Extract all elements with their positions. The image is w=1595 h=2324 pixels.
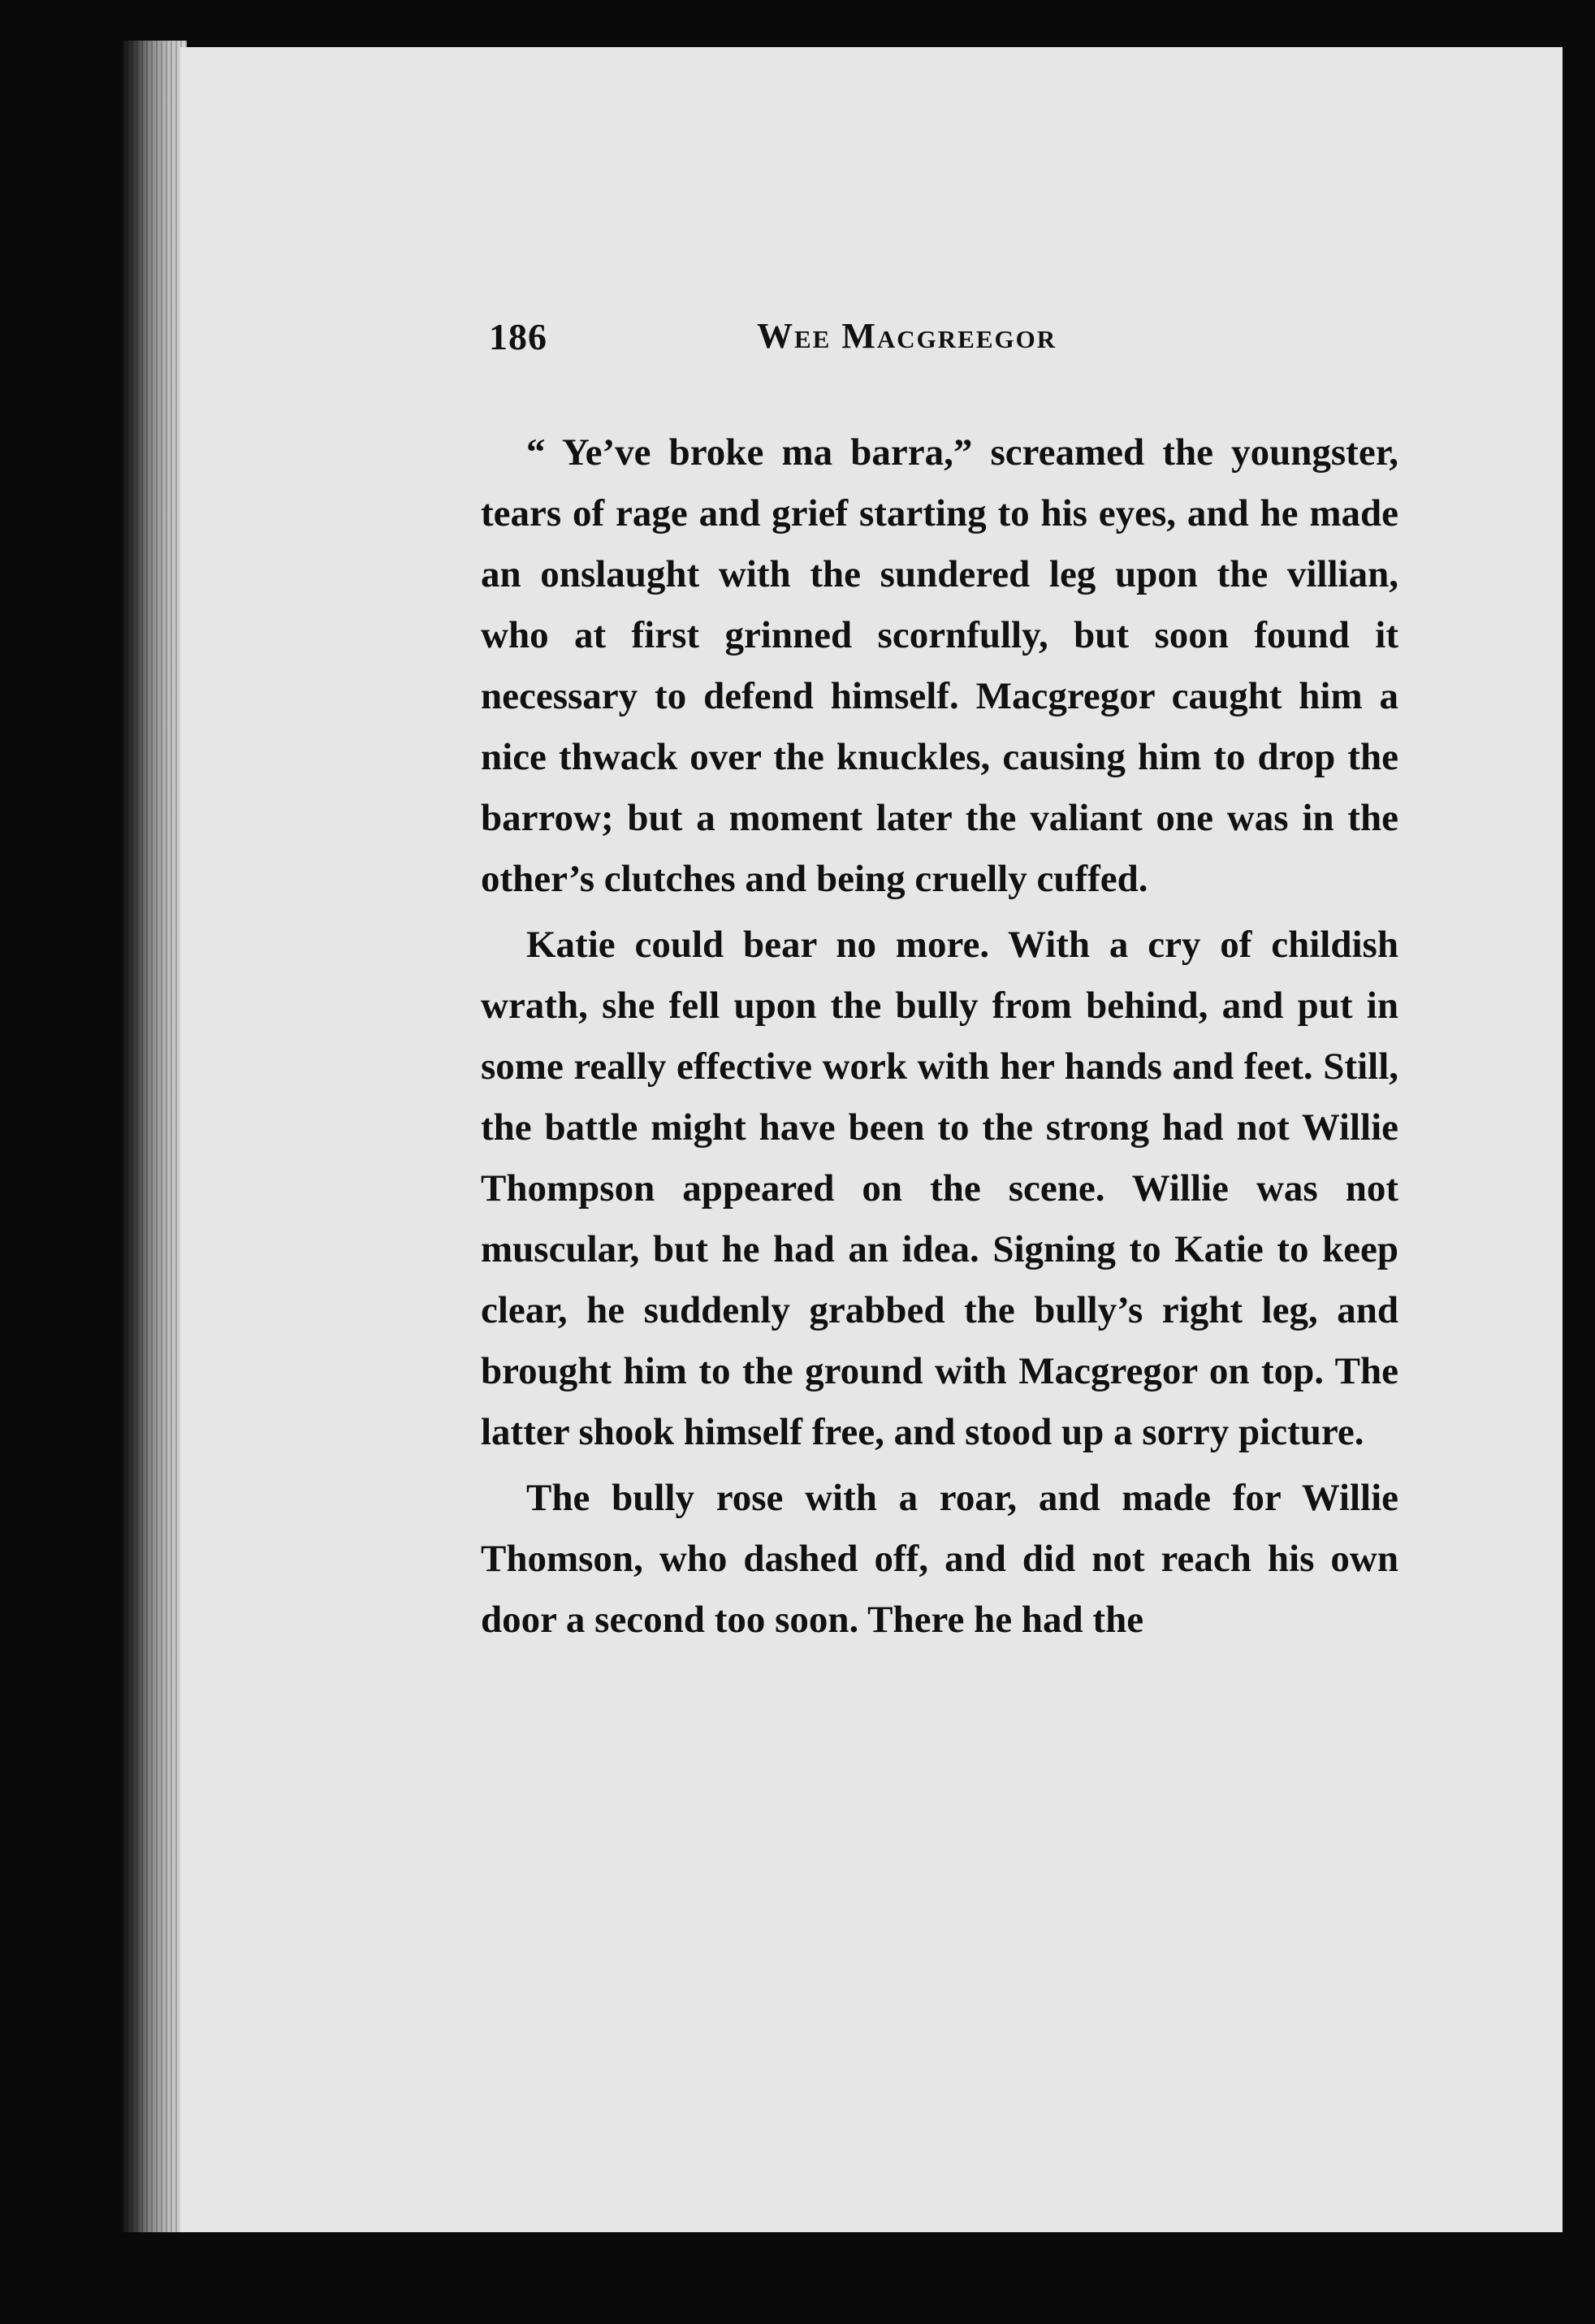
page-number: 186 — [489, 316, 547, 357]
page-edge-right — [1563, 65, 1595, 2274]
body-text — [481, 422, 1398, 1655]
paragraph: Katie could bear no more. With a cry of childish wrath, she fell upon the bully from behind, and put in some really effective work with her hands and feet. Still, the battle might have been to the strong had not Willie Thompson appeared on the scene. Willie was not muscular, but he had an idea. Signing to Katie to keep clear, he suddenly grabbed the bully’s right leg, and brought him to the ground with Macgregor on top. The latter shook himself free, and stood up a sorry picture. — [481, 924, 1398, 1453]
page-edge-texture — [122, 41, 187, 2242]
running-title: Wee Macgreegor — [757, 316, 1057, 356]
page-header — [489, 315, 1398, 380]
paragraph: The bully rose with a roar, and made for Willie Thomson, who dashed off, and did not reach his own door a second too soon. There he had the — [481, 1477, 1398, 1641]
page-edge-bottom — [122, 2232, 1595, 2324]
paragraph: “ Ye’ve broke ma barra,” screamed the youngster, tears of rage and grief starting to his eyes, and he made an onslaught with the sundered leg upon the villian, who at first grinned scornfully, but soon found it necessary to defend himself. Macgregor caught him a nice thwack over the knuckles, causing him to drop the barrow; but a moment later the valiant one was in the other’s clutches and being cruelly cuffed. — [481, 431, 1398, 900]
